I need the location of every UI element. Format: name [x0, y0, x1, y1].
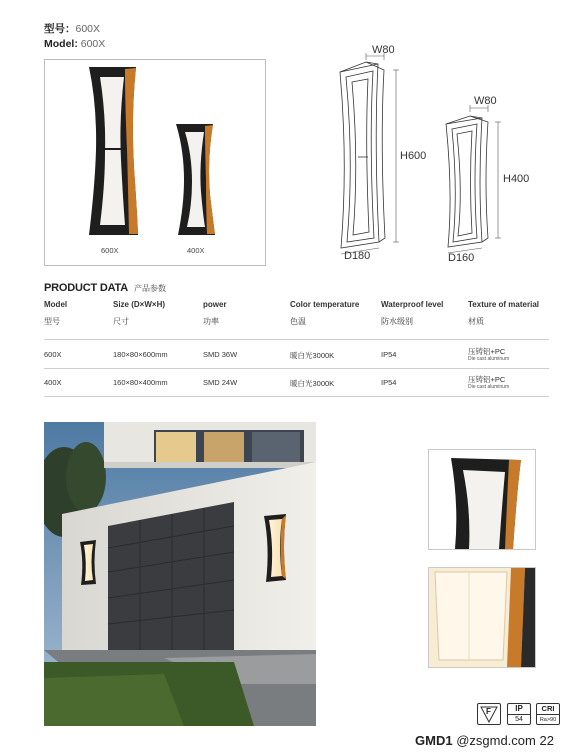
product-data-title-cn: 产品参数	[133, 284, 166, 293]
cri-badge-bottom: Ra>90	[539, 717, 557, 723]
col-header-material-cn: 材质	[468, 317, 484, 326]
footer-site: @zsgmd.com	[456, 733, 536, 748]
technical-drawing	[328, 42, 548, 272]
cell-ip: IP54	[381, 378, 397, 387]
col-header-size-cn: 尺寸	[113, 317, 129, 326]
detail-photo-bottom	[428, 567, 536, 668]
cell-power: SMD 36W	[203, 350, 238, 359]
dim-small-depth: D160	[448, 252, 475, 264]
col-header-power-cn: 功率	[203, 317, 219, 326]
scene-illustration	[44, 422, 316, 726]
cell-material-sub: Die cast aluminum	[468, 384, 510, 390]
dim-small-height: H400	[503, 173, 530, 185]
product-photo	[45, 60, 265, 265]
cri-badge	[536, 703, 560, 725]
col-header-color-cn: 色温	[290, 317, 306, 326]
cell-model: 400X	[44, 378, 62, 387]
detail-lamp-glow	[429, 568, 535, 667]
product-photo-box	[44, 59, 266, 266]
product-data-title	[44, 282, 166, 294]
table-rule-mid	[44, 368, 549, 369]
cell-size: 160×80×400mm	[113, 378, 168, 387]
product-data-title-en: PRODUCT DATA	[44, 282, 128, 294]
dim-large-width: W80	[372, 44, 395, 56]
table-row	[44, 342, 549, 367]
table-rule-bottom	[44, 396, 549, 397]
cri-badge-top: CRI	[537, 704, 559, 715]
model-en-line	[44, 37, 105, 51]
ip-badge-top: IP	[508, 704, 530, 715]
cell-material: 压铸铝+PC	[468, 347, 506, 356]
col-header-color: Color temperature	[290, 300, 360, 309]
drawing-lines	[328, 42, 548, 272]
cell-color: 暖白光3000K	[290, 379, 335, 388]
table-rule-top	[44, 339, 549, 340]
model-en-value: 600X	[80, 38, 106, 50]
product-data-table	[44, 298, 549, 398]
model-cn-label: 型号：	[44, 23, 76, 35]
model-cn-line	[44, 22, 100, 36]
ip-badge-bottom: 54	[515, 716, 523, 723]
ip-badge	[507, 703, 531, 725]
dim-large-height: H600	[400, 150, 427, 162]
f-mark-badge	[477, 703, 501, 725]
detail-lamp-frame	[429, 450, 535, 549]
cell-power: SMD 24W	[203, 378, 238, 387]
col-header-material: Texture of material	[468, 300, 539, 309]
col-header-ip: Waterproof level	[381, 300, 444, 309]
small-lamp-image	[176, 124, 215, 235]
cell-size: 180×80×600mm	[113, 350, 168, 359]
col-header-model: Model	[44, 300, 68, 309]
dim-large-depth: D180	[344, 250, 371, 262]
scene-photo	[44, 422, 316, 726]
f-mark-letter: F	[486, 707, 491, 716]
cell-color: 暖白光3000K	[290, 351, 335, 360]
page-footer	[415, 733, 554, 748]
detail-photo-top	[428, 449, 536, 550]
cell-material: 压铸铝+PC	[468, 375, 506, 384]
cell-material-sub: Die cast aluminum	[468, 356, 510, 362]
col-header-size: Size (D×W×H)	[113, 300, 166, 309]
col-header-power: power	[203, 300, 227, 309]
model-cn-value: 600X	[75, 23, 101, 35]
cell-model: 600X	[44, 350, 62, 359]
cell-ip: IP54	[381, 350, 397, 359]
col-header-ip-cn: 防水级别	[381, 317, 413, 326]
footer-page-number: 22	[539, 733, 554, 748]
model-en-label: Model:	[44, 38, 78, 50]
col-header-model-cn: 型号	[44, 317, 60, 326]
table-row	[44, 370, 549, 395]
caption-400x: 400X	[187, 246, 205, 255]
large-lamp-image	[89, 67, 138, 235]
caption-600x: 600X	[101, 246, 119, 255]
dim-small-width: W80	[474, 95, 497, 107]
footer-code: GMD1	[415, 733, 453, 748]
